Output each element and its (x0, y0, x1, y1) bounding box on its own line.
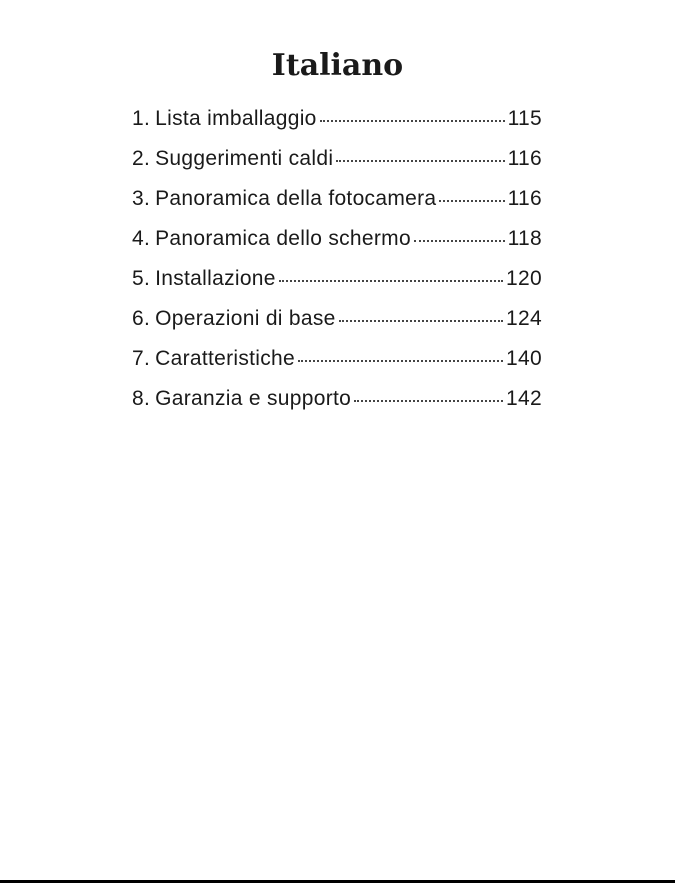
toc-entry-title: Garanzia e supporto (155, 387, 352, 410)
toc-entry-title: Panoramica dello schermo (155, 227, 411, 250)
dot-leader (279, 280, 503, 282)
toc-entry-title: Suggerimenti caldi (155, 147, 334, 170)
dot-leader (320, 120, 505, 122)
toc-entry-number: 8. (132, 387, 151, 410)
dot-leader (439, 200, 504, 202)
toc-entry-page: 116 (507, 147, 542, 170)
toc-entry-number: 4. (132, 227, 151, 250)
toc-entry-number: 5. (132, 267, 151, 290)
toc-entry[interactable] (132, 387, 542, 427)
toc-entry-title: Installazione (155, 267, 276, 290)
dot-leader (336, 160, 504, 162)
dot-leader (354, 400, 503, 402)
toc-entry[interactable] (132, 107, 542, 147)
toc-entry[interactable] (132, 347, 542, 387)
toc-entry-page: 140 (506, 347, 542, 370)
toc-entry-page: 142 (506, 387, 542, 410)
toc-entry-number: 7. (132, 347, 151, 370)
toc-entry-page: 124 (506, 307, 542, 330)
toc-entry-title: Lista imballaggio (155, 107, 317, 130)
dot-leader (414, 240, 505, 242)
toc-entry-number: 3. (132, 187, 151, 210)
toc-entry[interactable] (132, 267, 542, 307)
toc-entry-title: Caratteristiche (155, 347, 296, 370)
dot-leader (298, 360, 503, 362)
toc-entry-number: 1. (132, 107, 151, 130)
toc-entry[interactable] (132, 307, 542, 347)
table-of-contents (132, 107, 542, 427)
toc-entry-number: 6. (132, 307, 151, 330)
page-title: Italiano (271, 48, 404, 83)
toc-entry[interactable] (132, 187, 542, 227)
toc-entry-page: 118 (507, 227, 542, 250)
toc-entry-title: Panoramica della fotocamera (155, 187, 437, 210)
toc-entry-page: 115 (507, 107, 542, 130)
toc-entry-title: Operazioni di base (155, 307, 336, 330)
toc-entry[interactable] (132, 147, 542, 187)
toc-entry[interactable] (132, 227, 542, 267)
toc-entry-page: 120 (506, 267, 542, 290)
dot-leader (339, 320, 503, 322)
toc-entry-page: 116 (507, 187, 542, 210)
toc-entry-number: 2. (132, 147, 151, 170)
